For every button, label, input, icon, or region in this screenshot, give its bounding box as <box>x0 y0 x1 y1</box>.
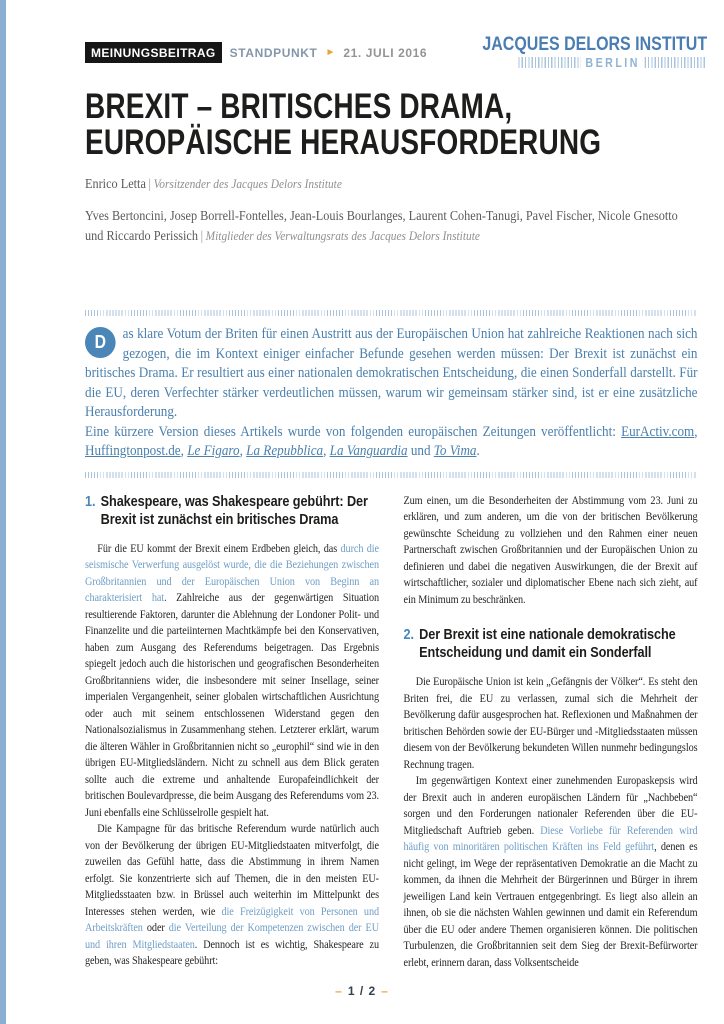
logo-subline <box>482 56 707 69</box>
publications-intro: Eine kürzere Version dieses Artikels wurde von folgenden europäischen Zeitungen veröffentlicht: <box>85 423 622 440</box>
inline-link[interactable]: die Verteilung der Kompetenzen zwischen der EU und ihren Mitgliedstaaten <box>85 921 379 951</box>
logo-wordmark: JACQUES DELORS INSTITUT <box>482 33 707 55</box>
byline-secondary <box>85 207 698 246</box>
title-line-2: EUROPÄISCHE HERAUSFORDERUNG <box>85 123 602 162</box>
publication-link[interactable]: La Repubblica <box>246 443 324 459</box>
byline-separator: | <box>148 177 151 192</box>
publication-link[interactable]: To Vima <box>433 443 477 459</box>
section-heading <box>404 626 698 662</box>
publication-date: 21. JULI 2016 <box>343 45 428 60</box>
left-edge-strip <box>0 0 6 1024</box>
publication-links: EurActiv.com, Huffingtonpost.de, Le Figaro, La Repubblica, La Vanguardia und To Vima. <box>85 423 698 459</box>
body-paragraph: Im gegenwärtigen Kontext einer zunehmenden Europaskepsis wird der Brexit auch in anderen europäischen Ländern für „Nachbeben“ sorgen und den Forderungen nationaler Referenden über die EU-Mitgliedschaft Auftrieb geben. Diese Vorliebe für Referenden wird häufig von minoritären politischen Kräften ins Feld geführt, denen es nicht gelingt, im Wege der repräsentativen Demokratie an die Macht zu kommen, da ihnen die Mehrheit der Bürgerinnen und Bürger in ihrem jeweiligen Land kein Vertrauen entgegenbringt. Es liegt also allein an ihnen, ob sie die nächsten Wahlen gewinnen und damit ein Referendum über die EU oder andere Themen organisieren können. Die politischen Turbulenzen, die Großbritannien seit dem Sieg der Brexit-Befürworter erlebt, erinnern daran, dass Volksentscheide <box>403 774 698 969</box>
arrow-icon: ► <box>325 46 336 58</box>
footer-dash-left: – <box>335 984 343 998</box>
barcode-icon <box>645 57 707 68</box>
section-title: Shakespeare, was Shakespeare gebührt: Der Brexit ist zunächst ein britisches Drama <box>100 493 368 528</box>
inline-link[interactable]: durch die seismische Verwerfung ausgelöst wurde, die die Beziehungen zwischen Großbritannien und der Europäischen Union von Beginn an charakterisiert hat <box>85 541 379 604</box>
dropcap: D <box>85 327 116 358</box>
column-right <box>404 493 698 1017</box>
publication-link[interactable]: Le Figaro <box>187 443 240 459</box>
institute-logo <box>433 34 707 69</box>
kicker-label: STANDPUNKT <box>229 45 318 60</box>
section-title: Der Brexit ist eine nationale demokratische Entscheidung und damit ein Sonderfall <box>419 627 676 661</box>
page-title <box>85 89 707 161</box>
lead-paragraph <box>85 325 698 423</box>
section-number: 1. <box>85 493 96 510</box>
page-number: 1 / 2 <box>347 984 377 998</box>
author-names: Enrico Letta <box>85 177 146 192</box>
header <box>85 34 707 69</box>
page-content <box>85 34 707 1017</box>
body-paragraph: Für die EU kommt der Brexit einem Erdbeben gleich, das durch die seismische Verwerfung ausgelöst wurde, die die Beziehungen zwischen Großbritannien und der Europäischen Union von Beginn an charakterisiert hat. Zahlreiche aus der gegenwärtigen Situation resultierende Faktoren, darunter die Ablehnung der Londoner Polit- und Finanzelite und die parteiinternen Machtkämpfe bei den Konservativen, haben zum Ausgang des Referendums beigetragen. Das Ergebnis spiegelt jedoch auch die historischen und geografischen Besonderheiten Großbritanniens wider, die insbesondere mit seiner Insellage, seiner imperialen Vergangenheit, seiner globalen wirtschaftlichen Ausrichtung oder auch mit seinem entschlossenen Widerstand gegen den Nationalsozialismus in Zusammenhang stehen. Letzterer erklärt, warum die älteren Wähler in Großbritannien nicht so „europhil“ sind wie in den übrigen EU-Mitgliedsländern. Nicht zu schnell aus dem Blick geraten sollte auch die extreme und anhaltende Europafeindlichkeit der britischen Boulevardpresse, die beim Ausgang des Referendums vom 23. Juni ebenfalls eine Schlüsselrolle gespielt hat. <box>85 541 380 819</box>
article-columns <box>85 493 698 1017</box>
inline-link[interactable]: die Freizügigkeit von Personen und Arbeitskräften <box>85 904 379 934</box>
publications-line <box>85 423 698 462</box>
footer-dash-right: – <box>381 984 389 998</box>
lead-text: as klare Votum der Briten für einen Austritt aus der Europäischen Union hat zahlreiche Reaktionen nach sich gezogen, die im Kontext einiger einfacher Befunde gesehen werden müssen: Der Brexit ist zunächst ein britisches Drama. Er resultiert aus einer nationalen demokratischen Entscheidung, die einen Sonderfall darstellt. Für die EU, deren Verfechter stärker verdeutlichen müssen, warum wir gemeinsam stärker sind, ist er eine zusätzliche Herausforderung. <box>85 326 698 420</box>
byline-primary <box>85 174 698 194</box>
section-number: 2. <box>403 627 414 643</box>
barcode-rule-bottom <box>85 472 698 478</box>
title-line-1: BREXIT – BRITISCHES DRAMA, <box>85 87 513 126</box>
barcode-icon <box>518 57 580 68</box>
body-paragraph: Die Kampagne für das britische Referendum wurde natürlich auch von der Bevölkerung der übrigen EU-Mitgliedstaaten mitverfolgt, die zuweilen das Gefühl hatte, dass die Abstimmung in ihrem Namen erfolgt. Sie konzentrierte sich auf Themen, die in den meisten EU-Mitgliedsstaaten bzw. in Brüssel auch weiterhin im Mittelpunkt des Interesses stehen werden, wie die Freizügigkeit von Personen und Arbeitskräften oder die Verteilung der Kompetenzen zwischen der EU und ihren Mitgliedstaaten. Dennoch ist es wichtig, Shakespeare zu geben, was Shakespeare gebührt: <box>85 822 379 967</box>
body-paragraph: Die Europäische Union ist kein „Gefängnis der Völker“. Es steht den Briten frei, die EU zu verlassen, zumal sich die Mehrheit der Bevölkerung dafür ausgesprochen hat. Reflexionen und Maßnahmen der britischen Behörden sowie der EU-Bürger und -Mitgliedsstaaten müssen diesem von der Bevölkerung bekundeten Willen nunmehr bedingungslos Rechnung tragen. <box>403 675 698 771</box>
column-left <box>85 493 379 1017</box>
section-heading <box>85 493 379 529</box>
author-role: Vorsitzender des Jacques Delors Institute <box>153 176 342 191</box>
kicker-row <box>85 42 427 63</box>
publication-link[interactable]: La Vanguardia <box>329 443 408 459</box>
body-paragraph: Zum einen, um die Besonderheiten der Abstimmung vom 23. Juni zu erklären, und zum anderen, um die von der britischen Bevölkerung gewünschte Scheidung zu vollziehen und den Rahmen einer neuen Partnerschaft zwischen Großbritannien und der Europäischen Union zu definieren und dabei die negativen Auswirkungen, die der Brexit auf wirtschaftlicher, sozialer und diplomatischer Ebene nach sich zieht, auf ein Minimum zu beschränken. <box>403 493 698 606</box>
publication-link[interactable]: Huffingtonpost.de <box>85 443 181 459</box>
logo-city: BERLIN <box>585 55 640 70</box>
page-footer <box>0 984 724 998</box>
lead-section <box>85 310 698 478</box>
author-role: Mitglieder des Verwaltungsrats des Jacques Delors Institute <box>205 228 480 243</box>
category-badge: MEINUNGSBEITRAG <box>85 42 222 63</box>
byline-separator: | <box>200 229 204 244</box>
publication-link[interactable]: EurActiv.com <box>621 423 695 440</box>
inline-link[interactable]: Diese Vorliebe für Referenden wird häufig von minoritären politischen Kräften ins Feld geführt <box>403 823 698 853</box>
lead-body <box>85 316 698 472</box>
author-names: Yves Bertoncini, Josep Borrell-Fontelles, Jean-Louis Bourlanges, Laurent Cohen-Tanugi, Pavel Fischer, Nicole Gnesotto und Riccardo Perissich <box>85 209 678 244</box>
